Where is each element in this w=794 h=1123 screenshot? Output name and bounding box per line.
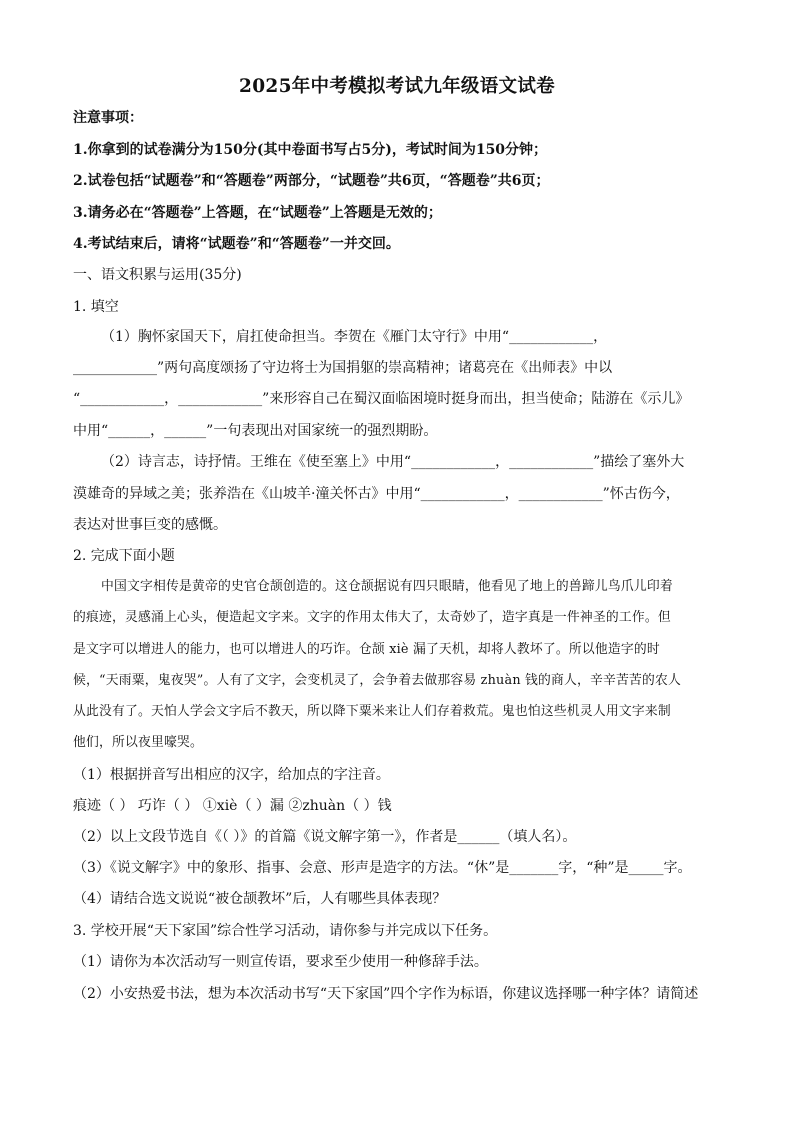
notice-item-4: 4.考试结束后，请将“试题卷”和“答题卷”一并交回。 <box>73 236 400 252</box>
passage-line: 是文字可以增进人的能力，也可以增进人的巧诈。仓颉 xiè 漏了天机，却将人教坏了。所以他造字的时 <box>73 642 660 657</box>
notice-item-2: 2.试卷包括“试题卷”和“答题卷”两部分，“试题卷”共6页，“答题卷”共6页； <box>73 173 550 189</box>
question-1-label: 1. 填空 <box>73 299 119 315</box>
question-3-label: 3. 学校开展“天下家国”综合性学习活动，请你参与并完成以下任务。 <box>73 923 498 939</box>
q2-sub-3: （3）《说文解字》中的象形、指事、会意、形声是造字的方法。“休”是_______字，“种”是_____字。 <box>73 860 692 876</box>
q1-line: （2）诗言志，诗抒情。王维在《使至塞上》中用“____________，____________”描绘了塞外大 <box>101 454 685 470</box>
passage-line: 的痕迹，灵感涌上心头，便造起文字来。文字的作用太伟大了，太奇妙了，造字真是一件神圣的工作。但 <box>73 610 671 625</box>
q3-sub-2: （2）小安热爱书法，想为本次活动书写“天下家国”四个字作为标语，你建议选择哪一种字体？请简述 <box>73 986 699 1002</box>
q1-line: ____________”两句高度颂扬了守边将士为国捐躯的崇高精神；诸葛亮在《出师表》中以 <box>73 360 613 376</box>
q2-sub-1: （1）根据拼音写出相应的汉字，给加点的字注音。 <box>73 767 390 783</box>
passage-line: 从此没有了。天怕人学会文字后不教天，所以降下粟米来让人们存着救荒。鬼也怕这些机灵人用文字来制 <box>73 704 671 719</box>
notice-item-3: 3.请务必在“答题卷”上答题，在“试题卷”上答题是无效的； <box>73 205 442 221</box>
q1-line: “____________，____________”来形容自己在蜀汉面临困境时挺身而出，担当使命；陆游在《示儿》 <box>73 391 690 407</box>
notice-heading: 注意事项： <box>73 110 143 126</box>
q2-sub-4: （4）请结合选文说说“被仓颉教坏”后，人有哪些具体表现？ <box>73 891 447 907</box>
passage-line: 候，“天雨粟，鬼夜哭”。人有了文字，会变机灵了，会争着去做那容易 zhuàn 钱的商人，辛辛苦苦的农人 <box>73 673 681 688</box>
notice-item-1: 1.你拿到的试卷满分为150分(其中卷面书写占5分)，考试时间为150分钟； <box>73 142 548 158</box>
q3-sub-1: （1）请你为本次活动写一则宣传语，要求至少使用一种修辞手法。 <box>73 954 488 970</box>
question-2-label: 2. 完成下面小题 <box>73 548 175 564</box>
q2-pinyin-row: 痕迹（ ） 巧诈（ ） ①xiè（ ）漏 ②zhuàn（ ）钱 <box>73 798 392 814</box>
q1-line: 表达对世事巨变的感慨。 <box>73 517 227 533</box>
q1-line: 中用“______，______”一句表现出对国家统一的强烈期盼。 <box>73 423 438 439</box>
section-heading: 一、语文积累与运用(35分) <box>73 267 242 283</box>
passage-line: 中国文字相传是黄帝的史官仓颉创造的。这仓颉据说有四只眼睛，他看见了地上的兽蹄儿鸟爪儿印着 <box>101 579 673 594</box>
q1-line: （1）胸怀家国天下，肩扛使命担当。李贺在《雁门太守行》中用“____________， <box>101 329 608 345</box>
q2-sub-2: （2）以上文段节选自《（ ）》的首篇《说文解字第一》，作者是______（填人名）。 <box>73 829 577 845</box>
passage-line: 他们，所以夜里嚎哭。 <box>73 735 203 750</box>
page-title: 2025年中考模拟考试九年级语文试卷 <box>239 76 555 97</box>
q1-line: 漠雄奇的异域之美；张养浩在《山坡羊·潼关怀古》中用“____________，____________”怀古伤今， <box>73 486 680 502</box>
